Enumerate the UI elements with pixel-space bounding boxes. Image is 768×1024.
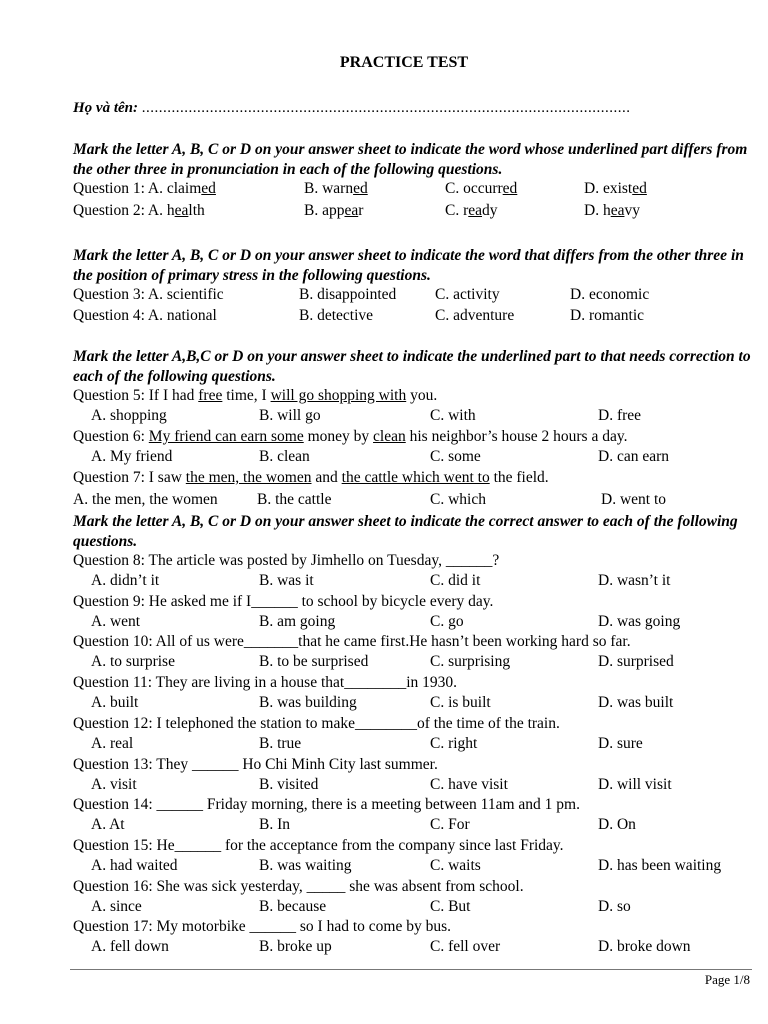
q17-option-d: D. broke down — [598, 938, 691, 955]
q17-option-a: A. fell down — [91, 938, 169, 955]
q9-option-c: C. go — [430, 613, 464, 630]
q8-option-a: A. didn’t it — [91, 572, 160, 589]
q6-option-d: D. can earn — [598, 448, 669, 465]
q11-option-d: D. was built — [598, 694, 674, 711]
q8-option-c: C. did it — [430, 572, 481, 589]
question-1: Question 1: A. claimed — [73, 180, 216, 197]
name-dots: ................................................................................................................... — [141, 100, 631, 116]
name-label: Họ và tên: — [73, 100, 138, 116]
q16-option-d: D. so — [598, 898, 631, 915]
q3-option-b: B. disappointed — [299, 286, 397, 303]
q1-option-c: C. occurred — [445, 180, 518, 197]
q10-option-b: B. to be surprised — [259, 653, 369, 670]
question-2: Question 2: A. health — [73, 202, 205, 219]
footer-divider — [70, 969, 752, 970]
q7-option-d: D. went to — [601, 491, 667, 508]
q4-option-c: C. adventure — [435, 307, 515, 324]
question-16: Question 16: She was sick yesterday, _____ she was absent from school. — [73, 878, 524, 895]
instruction-pronunciation: Mark the letter A, B, C or D on your answer sheet to indicate the word whose underlined part differs from the other three in pronunciation in each of the following questions. — [73, 141, 748, 178]
q7-option-a: A. the men, the women — [73, 491, 218, 508]
question-4: Question 4: A. national — [73, 307, 217, 324]
q12-option-c: C. right — [430, 735, 478, 752]
question-11: Question 11: They are living in a house that________in 1930. — [73, 674, 458, 691]
q5-option-c: C. with — [430, 407, 476, 424]
q14-option-a: A. At — [91, 816, 125, 833]
q4-option-b: B. detective — [299, 307, 374, 324]
name-field — [73, 100, 631, 117]
question-8: Question 8: The article was posted by Jimhello on Tuesday, ______? — [73, 552, 500, 569]
q3-option-c: C. activity — [435, 286, 500, 303]
question-7: Question 7: I saw the men, the women and the cattle which went to the field. — [73, 469, 549, 486]
q7-option-b: B. the cattle — [257, 491, 332, 508]
q2-option-c: C. ready — [445, 202, 498, 219]
question-15: Question 15: He______ for the acceptance from the company since last Friday. — [73, 837, 564, 854]
q14-option-b: B. In — [259, 816, 290, 833]
q2-option-b: B. appear — [304, 202, 364, 219]
q7-option-c: C. which — [430, 491, 486, 508]
q5-option-b: B. will go — [259, 407, 321, 424]
question-9: Question 9: He asked me if I______ to school by bicycle every day. — [73, 593, 494, 610]
q5-option-a: A. shopping — [91, 407, 167, 424]
q10-option-c: C. surprising — [430, 653, 511, 670]
q3-option-d: D. economic — [570, 286, 650, 303]
q8-option-d: D. wasn’t it — [598, 572, 671, 589]
q15-option-a: A. had waited — [91, 857, 178, 874]
q13-option-d: D. will visit — [598, 776, 672, 793]
q15-option-d: D. has been waiting — [598, 857, 722, 874]
q16-option-c: C. But — [430, 898, 471, 915]
q11-option-b: B. was building — [259, 694, 357, 711]
q13-option-b: B. visited — [259, 776, 319, 793]
question-14: Question 14: ______ Friday morning, there is a meeting between 11am and 1 pm. — [73, 796, 580, 813]
question-13: Question 13: They ______ Ho Chi Minh City last summer. — [73, 756, 438, 773]
q8-option-b: B. was it — [259, 572, 314, 589]
page-title: PRACTICE TEST — [339, 54, 469, 71]
q14-option-c: C. For — [430, 816, 470, 833]
q1-option-d: D. existed — [584, 180, 647, 197]
question-10: Question 10: All of us were_______that he came first.He hasn’t been working hard so far. — [73, 633, 631, 650]
q15-option-c: C. waits — [430, 857, 481, 874]
question-5: Question 5: If I had free time, I will go shopping with you. — [73, 387, 438, 404]
q9-option-d: D. was going — [598, 613, 681, 630]
instruction-correct: Mark the letter A, B, C or D on your answer sheet to indicate the correct answer to each of the following questions. — [73, 513, 738, 550]
q14-option-d: D. On — [598, 816, 636, 833]
q16-option-b: B. because — [259, 898, 327, 915]
q9-option-b: B. am going — [259, 613, 336, 630]
q12-option-a: A. real — [91, 735, 134, 752]
page-number: Page 1/8 — [704, 972, 750, 987]
question-3: Question 3: A. scientific — [73, 286, 224, 303]
instruction-error: Mark the letter A,B,C or D on your answer sheet to indicate the underlined part to that needs correction to each of the following questions. — [73, 348, 751, 385]
q12-option-d: D. sure — [598, 735, 643, 752]
question-17: Question 17: My motorbike ______ so I had to come by bus. — [73, 918, 451, 935]
q12-option-b: B. true — [259, 735, 302, 752]
instruction-stress: Mark the letter A, B, C or D on your answer sheet to indicate the word that differs from the other three in the position of primary stress in the following questions. — [73, 247, 744, 284]
q15-option-b: B. was waiting — [259, 857, 352, 874]
q6-option-a: A. My friend — [91, 448, 173, 465]
q16-option-a: A. since — [91, 898, 142, 915]
question-12: Question 12: I telephoned the station to make________of the time of the train. — [73, 715, 560, 732]
question-6: Question 6: My friend can earn some money by clean his neighbor’s house 2 hours a day. — [73, 428, 628, 445]
q13-option-c: C. have visit — [430, 776, 508, 793]
q10-option-a: A. to surprise — [91, 653, 175, 670]
q13-option-a: A. visit — [91, 776, 137, 793]
q4-option-d: D. romantic — [570, 307, 645, 324]
q6-option-c: C. some — [430, 448, 481, 465]
q2-option-d: D. heavy — [584, 202, 640, 219]
q9-option-a: A. went — [91, 613, 141, 630]
q17-option-c: C. fell over — [430, 938, 501, 955]
q17-option-b: B. broke up — [259, 938, 332, 955]
q10-option-d: D. surprised — [598, 653, 674, 670]
q6-option-b: B. clean — [259, 448, 310, 465]
q1-option-b: B. warned — [304, 180, 368, 197]
q11-option-a: A. built — [91, 694, 139, 711]
q5-option-d: D. free — [598, 407, 642, 424]
q11-option-c: C. is built — [430, 694, 491, 711]
